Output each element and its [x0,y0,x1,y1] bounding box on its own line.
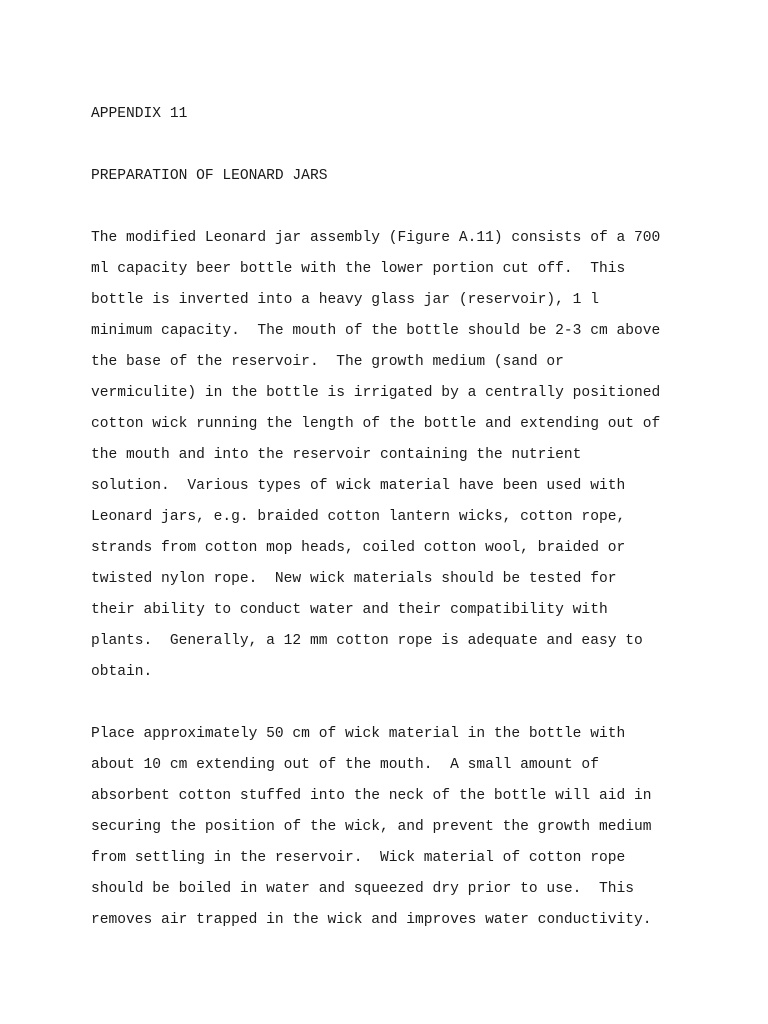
paragraph-1-line: minimum capacity. The mouth of the bottle should be 2-3 cm above [91,323,661,339]
paragraph-2-line: from settling in the reservoir. Wick material of cotton rope [91,850,626,866]
paragraph-1-line: bottle is inverted into a heavy glass jar (reservoir), 1 l [91,292,599,308]
paragraph-1-line: plants. Generally, a 12 mm cotton rope is adequate and easy to [91,633,643,649]
document-title: PREPARATION OF LEONARD JARS [91,168,328,184]
paragraph-1-line: Leonard jars, e.g. braided cotton lantern wicks, cotton rope, [91,509,626,525]
paragraph-2-line: removes air trapped in the wick and improves water conductivity. [91,912,652,928]
paragraph-1-line: cotton wick running the length of the bottle and extending out of [91,416,661,432]
paragraph-1-line: obtain. [91,664,153,680]
paragraph-1-line: ml capacity beer bottle with the lower portion cut off. This [91,261,626,277]
appendix-heading: APPENDIX 11 [91,106,188,122]
paragraph-1-line: the base of the reservoir. The growth medium (sand or [91,354,564,370]
paragraph-1-line: vermiculite) in the bottle is irrigated by a centrally positioned [91,385,661,401]
paragraph-2-line: absorbent cotton stuffed into the neck of the bottle will aid in [91,788,652,804]
paragraph-1-line: The modified Leonard jar assembly (Figure A.11) consists of a 700 [91,230,661,246]
paragraph-1-line: their ability to conduct water and their compatibility with [91,602,608,618]
paragraph-2-line: Place approximately 50 cm of wick material in the bottle with [91,726,626,742]
paragraph-1-line: twisted nylon rope. New wick materials should be tested for [91,571,617,587]
paragraph-1-line: strands from cotton mop heads, coiled cotton wool, braided or [91,540,626,556]
paragraph-2-line: should be boiled in water and squeezed dry prior to use. This [91,881,634,897]
paragraph-1-line: solution. Various types of wick material have been used with [91,478,626,494]
paragraph-2-line: about 10 cm extending out of the mouth. A small amount of [91,757,599,773]
paragraph-2-line: securing the position of the wick, and prevent the growth medium [91,819,652,835]
paragraph-1-line: the mouth and into the reservoir containing the nutrient [91,447,582,463]
